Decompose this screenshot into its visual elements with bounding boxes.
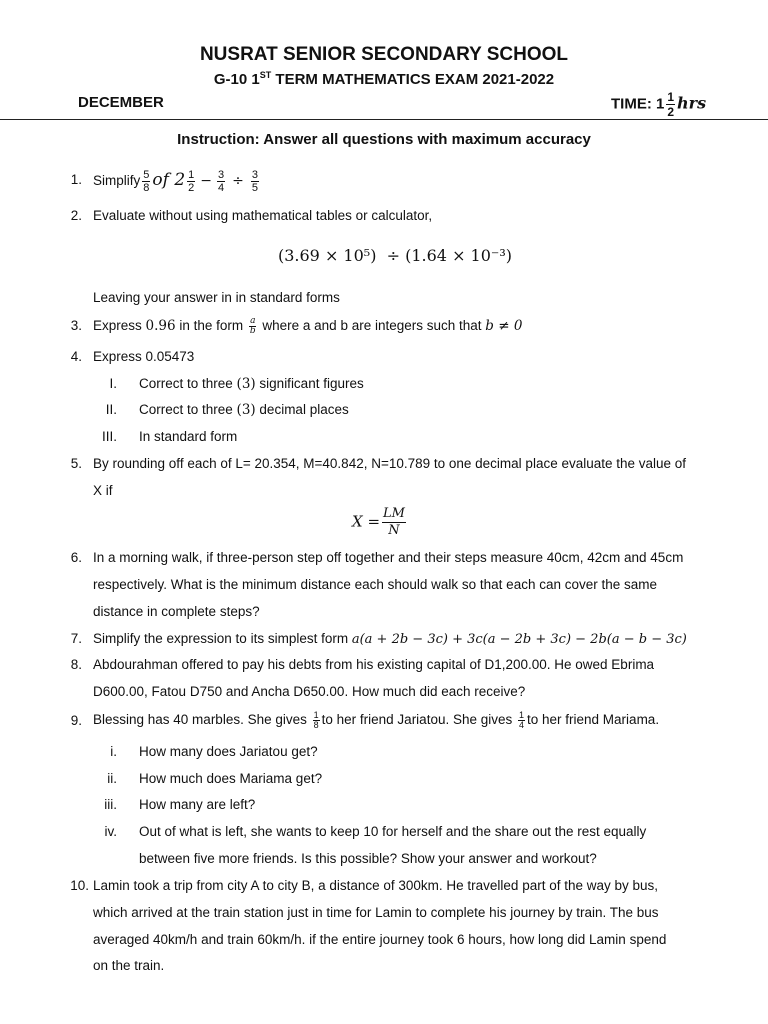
q9-sub-item: How many are left? bbox=[139, 797, 256, 812]
q9-sub-item: Out of what is left, she wants to keep 10 for herself and the share out the rest equally bbox=[139, 824, 647, 839]
q1-fraction-4 bbox=[251, 169, 259, 194]
sub-item-text: Correct to three bbox=[139, 376, 237, 391]
sub-item-text: decimal places bbox=[255, 402, 349, 417]
minus-sign: − bbox=[200, 173, 212, 189]
question-number: 9. bbox=[70, 713, 82, 728]
q9-post: to her friend Mariama. bbox=[527, 712, 660, 727]
time-fraction-numerator: 1 bbox=[667, 90, 675, 104]
numerator: 1 bbox=[313, 709, 319, 720]
question-number: 4. bbox=[70, 349, 82, 364]
denominator: 8 bbox=[143, 181, 150, 194]
question-4: Express 0.05473 bbox=[93, 349, 195, 364]
numerator: 3 bbox=[251, 168, 258, 181]
sub-item-number: i. bbox=[110, 744, 117, 759]
exam-month: DECEMBER bbox=[78, 94, 164, 111]
q1-fraction-3 bbox=[217, 169, 225, 194]
question-6-line-1: In a morning walk, if three-person step off together and their steps measure 40cm, 42cm and 45cm bbox=[93, 550, 684, 565]
q3-condition: b ≠ 0 bbox=[485, 318, 523, 334]
question-9 bbox=[93, 706, 659, 734]
q3-pre: Express bbox=[93, 318, 146, 333]
question-7 bbox=[93, 631, 687, 647]
numerator: 5 bbox=[143, 168, 150, 181]
header-divider bbox=[0, 119, 768, 120]
time-fraction-denominator: 2 bbox=[667, 105, 675, 119]
q5-lhs: X = bbox=[352, 512, 381, 531]
exam-title-prefix: G-10 1 bbox=[213, 71, 260, 88]
q4-sub-item bbox=[139, 376, 364, 392]
question-number: 6. bbox=[70, 550, 82, 565]
q4-sub-item: In standard form bbox=[139, 429, 238, 444]
q5-formula bbox=[352, 506, 408, 539]
q9-mid: to her friend Jariatou. She gives bbox=[321, 712, 516, 727]
time-unit: hrs bbox=[677, 93, 707, 113]
q9-pre: Blessing has 40 marbles. She gives bbox=[93, 712, 311, 727]
question-10-line-2: which arrived at the train station just in time for Lamin to complete his journey by train. The bus bbox=[93, 905, 659, 920]
q1-of: of 2 bbox=[152, 170, 186, 190]
exam-title-superscript: ST bbox=[259, 70, 272, 80]
q3-value: 0.96 bbox=[145, 318, 176, 334]
sub-item-number: III. bbox=[101, 429, 117, 444]
q2-note: Leaving your answer in in standard forms bbox=[93, 290, 340, 305]
divide-sign: ÷ bbox=[232, 173, 244, 189]
question-6-line-2: respectively. What is the minimum distance each should walk so that each can cover the same bbox=[93, 577, 658, 592]
numerator: 3 bbox=[218, 168, 225, 181]
denominator: 8 bbox=[313, 719, 319, 730]
q1-fraction-1 bbox=[142, 169, 150, 194]
q9-sub-item: How many does Jariatou get? bbox=[139, 744, 318, 759]
denominator: 2 bbox=[188, 181, 195, 194]
question-5-line-1: By rounding off each of L= 20.354, M=40.842, N=10.789 to one decimal place evaluate the value of bbox=[93, 456, 687, 471]
sub-item-number: iv. bbox=[104, 824, 117, 839]
question-5-line-2: X if bbox=[93, 483, 113, 498]
denominator: N bbox=[388, 523, 400, 538]
question-number: 10. bbox=[70, 878, 89, 893]
q2-formula: (3.69 × 10⁵) ÷ (1.64 × 10⁻³) bbox=[277, 246, 513, 265]
question-10-line-4: on the train. bbox=[93, 958, 165, 973]
question-number: 3. bbox=[70, 318, 82, 333]
denominator: 4 bbox=[218, 181, 225, 194]
sub-item-number: iii. bbox=[104, 797, 117, 812]
q9-sub-item-continued: between five more friends. Is this possible? Show your answer and workout? bbox=[139, 851, 597, 866]
sub-item-paren: (3) bbox=[236, 376, 256, 392]
numerator: LM bbox=[383, 506, 405, 521]
numerator: 1 bbox=[519, 709, 525, 720]
q1-text: Simplify bbox=[93, 173, 141, 188]
time-fraction bbox=[666, 90, 675, 119]
question-3 bbox=[93, 313, 522, 339]
q4-sub-item bbox=[139, 402, 349, 418]
q9-fraction-2 bbox=[518, 711, 525, 730]
sub-item-number: ii. bbox=[107, 771, 117, 786]
question-number: 2. bbox=[70, 208, 82, 223]
exam-title bbox=[0, 70, 768, 88]
denominator: 5 bbox=[251, 181, 258, 194]
numerator: 1 bbox=[188, 168, 195, 181]
question-2: Evaluate without using mathematical tables or calculator, bbox=[93, 208, 433, 223]
question-8-line-1: Abdourahman offered to pay his debts from his existing capital of D1,200.00. He owed Ebrima bbox=[93, 657, 655, 672]
q5-fraction bbox=[382, 506, 406, 539]
question-10-line-3: averaged 40km/h and train 60km/h. if the entire journey took 6 hours, how long did Lamin spend bbox=[93, 932, 667, 947]
sub-item-paren: (3) bbox=[236, 402, 256, 418]
q3-post: where a and b are integers such that bbox=[258, 318, 486, 333]
sub-item-text: Correct to three bbox=[139, 402, 237, 417]
question-number: 1. bbox=[70, 172, 82, 187]
q9-sub-item: How much does Mariama get? bbox=[139, 771, 323, 786]
exam-time bbox=[611, 90, 706, 119]
numerator: a bbox=[250, 315, 256, 326]
q1-fraction-2 bbox=[187, 169, 195, 194]
school-name: NUSRAT SENIOR SECONDARY SCHOOL bbox=[199, 44, 569, 65]
question-number: 7. bbox=[70, 631, 82, 646]
question-1 bbox=[93, 163, 261, 198]
time-label: TIME: 1 bbox=[611, 95, 665, 113]
question-10-line-1: Lamin took a trip from city A to city B, a distance of 300km. He travelled part of the way by bus, bbox=[93, 878, 659, 893]
sub-item-number: II. bbox=[105, 402, 117, 417]
q3-mid: in the form bbox=[175, 318, 247, 333]
question-number: 8. bbox=[70, 657, 82, 672]
denominator: b bbox=[249, 325, 256, 336]
sub-item-text: significant figures bbox=[255, 376, 364, 391]
instruction: Instruction: Answer all questions with maximum accuracy bbox=[177, 131, 591, 148]
q3-fraction bbox=[249, 317, 257, 336]
q7-expression: a(a + 2b − 3c) + 3c(a − 2b + 3c) − 2b(a − b − 3c) bbox=[351, 632, 687, 647]
question-8-line-2: D600.00, Fatou D750 and Ancha D650.00. How much did each receive? bbox=[93, 684, 526, 699]
exam-title-suffix: TERM MATHEMATICS EXAM 2021-2022 bbox=[271, 71, 555, 88]
q9-fraction-1 bbox=[313, 711, 320, 730]
sub-item-number: I. bbox=[109, 376, 117, 391]
denominator: 4 bbox=[519, 719, 525, 730]
question-number: 5. bbox=[70, 456, 82, 471]
question-6-line-3: distance in complete steps? bbox=[93, 604, 260, 619]
q7-text: Simplify the expression to its simplest form bbox=[93, 631, 352, 646]
